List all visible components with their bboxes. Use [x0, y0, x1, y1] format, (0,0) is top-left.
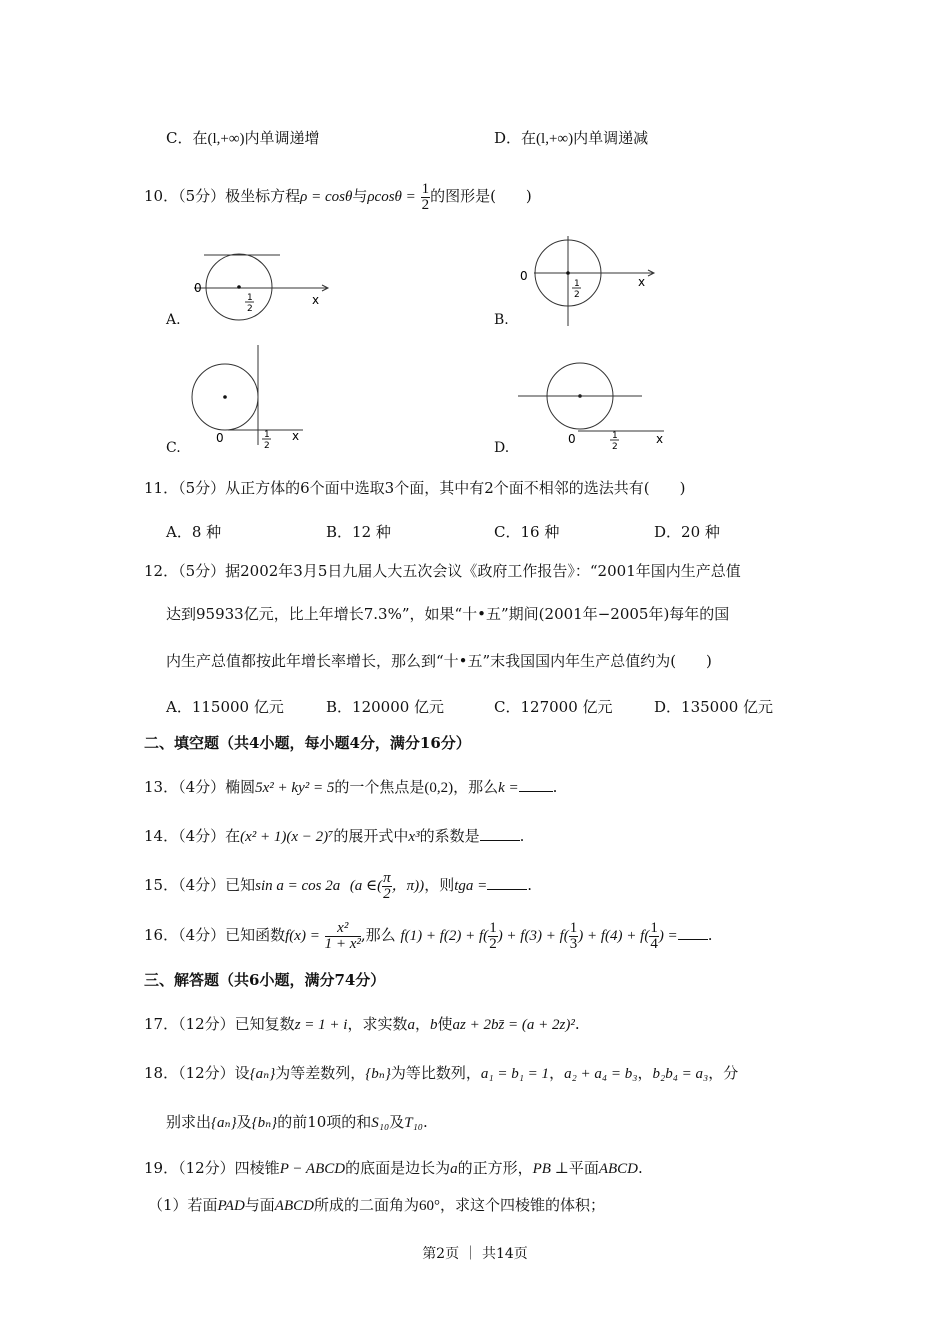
section-3-title: 三、解答题（共6小题，满分74分）	[144, 971, 386, 989]
q10-figure-a	[188, 240, 338, 330]
q19-part-1: （1）若面PAD与面ABCD所成的二面角为60°，求这个四棱锥的体积；	[148, 1196, 605, 1214]
fig-d-half-num: 1	[612, 431, 618, 441]
q12-line-1: 12．（5分）据2002年3月5日九届人大五次会议《政府工作报告》：“2001年国内生产总值	[144, 562, 741, 580]
q15-stem: 15．（4分）已知sin a = cos 2a (a ∈( $\frac{\pi}{2}$ ，π))，则tga = .	[144, 869, 533, 902]
section-2-title: 二、填空题（共4小题，每小题4分，满分16分）	[144, 734, 471, 752]
q12-line-3: 内生产总值都按此年增长率增长，那么到“十•五”末我国国内年生产总值约为( )	[166, 652, 712, 670]
q19-stem: 19．（12分）四棱锥P − ABCD的底面是边长为a的正方形，PB ⊥平面ABCD.	[144, 1159, 643, 1177]
q17-stem: 17．（12分）已知复数z = 1 + i，求实数a，b使az + 2bz̄ = (a + 2z)².	[144, 1015, 580, 1033]
q10-label-c: C.	[166, 440, 181, 456]
q18-line-2: 别求出{aₙ}及{bₙ}的前10项的和S₁₀及T₁₀.	[166, 1113, 428, 1131]
q10-label-a: A.	[166, 312, 181, 328]
fig-b-half-den: 2	[574, 290, 580, 300]
fig-c-half-den: 2	[264, 441, 270, 451]
q11-option-a: A．8 种	[166, 523, 222, 541]
fig-d-x-label: x	[656, 432, 664, 446]
q10-figure-b	[514, 236, 664, 328]
q10-label-b: B.	[494, 312, 509, 328]
q16-answer-blank	[678, 925, 708, 940]
q12-line-2: 达到95933亿元，比上年增长7.3%”，如果“十•五”期间(2001年−2005年)每年的国	[166, 605, 730, 623]
q13-answer-blank	[519, 777, 553, 792]
q10-label-d: D.	[494, 440, 510, 456]
q12-option-d: D．135000 亿元	[654, 698, 774, 716]
q14-answer-blank	[480, 826, 520, 841]
fig-a-x-label: x	[312, 293, 320, 307]
fig-b-origin: 0	[520, 269, 528, 283]
fig-a-half-num: 1	[247, 293, 253, 303]
q15-answer-blank	[487, 875, 527, 890]
fig-a-origin: 0	[194, 281, 202, 295]
fig-d-origin: 0	[568, 432, 576, 446]
q11-option-d: D．20 种	[654, 523, 720, 541]
q12-option-c: C．127000 亿元	[494, 698, 613, 716]
q16-frac-third: $\frac{1}{3}$	[569, 919, 578, 952]
fig-c-half-num: 1	[264, 430, 270, 440]
q11-option-c: C．16 种	[494, 523, 560, 541]
q11-stem: 11．（5分）从正方体的6个面中选取3个面，其中有2个面不相邻的选法共有( )	[144, 479, 686, 497]
q9-option-c: C．在(l,+∞)内单调递增	[166, 129, 320, 147]
fig-c-x-label: x	[292, 429, 300, 443]
q10-stem: 10．（5分）极坐标方程ρ = cosθ与ρcosθ = $\frac{1}{2}$ 的图形是( )	[144, 180, 532, 213]
q16-stem: 16．（4分）已知函数f(x) = $\frac{\text{x²}}{\text{1 + x²}}$ ,那么 f(1) + f(2) + f( $\frac{1}{2}$ ) + f(3) + f( $\frac{1}{3}$ ) + f(4) + f( $\frac{1}{4}$ ) = .	[144, 919, 713, 952]
q10-figure-d	[516, 360, 676, 455]
q16-frac-quarter: $\frac{1}{4}$	[650, 919, 658, 952]
q15-fraction: $\frac{\pi}{2}$	[383, 869, 391, 902]
q14-stem: 14．（4分）在(x² + 1)(x − 2)⁷的展开式中x³的系数是 .	[144, 827, 525, 845]
fig-b-x-label: x	[638, 275, 646, 289]
fig-b-half-num: 1	[574, 279, 580, 289]
q9-option-d: D．在(l,+∞)内单调递减	[494, 129, 649, 147]
q12-option-b: B．120000 亿元	[326, 698, 445, 716]
q13-stem: 13．（4分）椭圆5x² + ky² = 5的一个焦点是(0,2)，那么k = .	[144, 778, 558, 796]
q16-frac-half: $\frac{1}{2}$	[489, 919, 497, 952]
q10-figure-c	[188, 345, 308, 451]
fig-c-origin: 0	[216, 431, 224, 445]
q18-line-1: 18．（12分）设{aₙ}为等差数列，{bₙ}为等比数列，a₁ = b₁ = 1，a₂ + a₄ = b₃，b₂b₄ = a₃，分	[144, 1064, 739, 1082]
q12-option-a: A．115000 亿元	[166, 698, 284, 716]
q11-option-b: B．12 种	[326, 523, 391, 541]
page-footer: 第2页 ｜ 共14页	[422, 1246, 528, 1262]
q10-fraction: $\frac{1}{2}$	[421, 180, 430, 213]
fig-d-half-den: 2	[612, 442, 618, 452]
q16-function-fraction: $\frac{\text{x²}}{\text{1 + x²}}$	[324, 919, 361, 952]
fig-a-half-den: 2	[247, 304, 253, 314]
